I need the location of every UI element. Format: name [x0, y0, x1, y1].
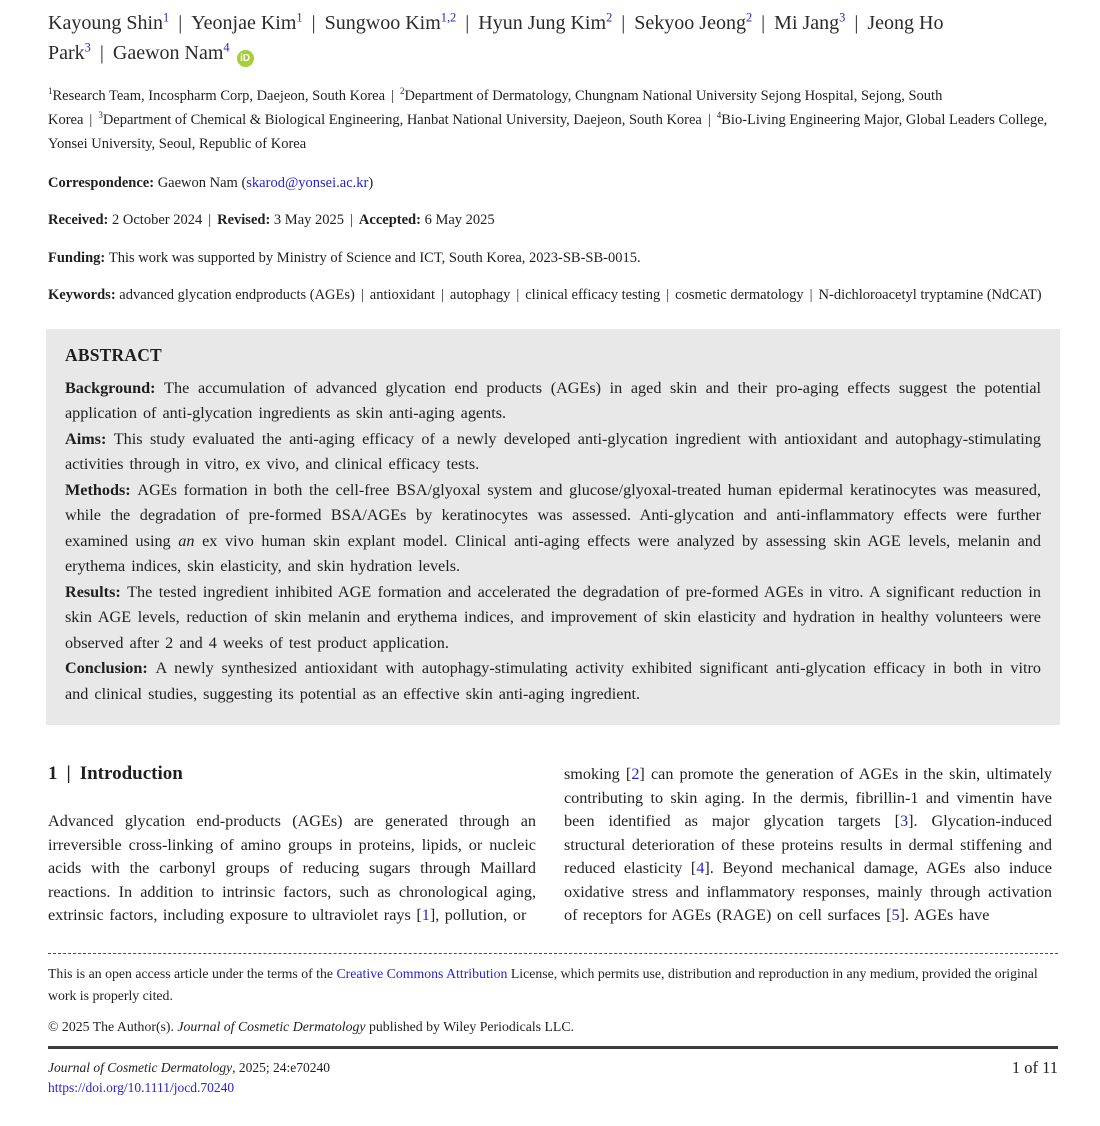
- license-footer: [48, 953, 1058, 1038]
- affiliation-ref[interactable]: 4: [223, 40, 230, 55]
- keywords-line: Keywords: advanced glycation endproducts (AGEs) | antioxidant | autophagy | clinical efficacy testing | cosmetic dermatology | N-dichloroacetyl tryptamine (NdCAT): [48, 287, 1042, 304]
- cc-license-link[interactable]: Creative Commons Attribution: [336, 966, 508, 981]
- affiliation-ref[interactable]: 1,2: [440, 10, 457, 25]
- abstract-paragraph-aims: Aims: This study evaluated the anti-aging efficacy of a newly developed anti-glycation ingredient with antioxidant and autophagy-stimulating activities through in vitro, ex vivo, and clinical efficacy tests.: [65, 429, 1041, 474]
- copyright-text: © 2025 The Author(s). Journal of Cosmetic Dermatology published by Wiley Periodicals LLC.: [48, 1019, 574, 1034]
- affiliations: $^1$Research Team, Incospharm Corp, Daejeon, South Korea | $^2$Department of Dermatology, Chungnam National University Sejong Hospital, Sejong, South Korea | $^3$Department of Chemical & Biological Engineering, Hanbat National University, Daejeon, South Korea | $^4$Bio-Living Engineering Major, Global Leaders College, Yonsei University, Seoul, Republic of Korea: [48, 86, 1048, 152]
- section-heading-introduction: 1 | Introduction: [48, 763, 183, 785]
- affiliation-ref[interactable]: 3: [839, 10, 846, 25]
- author-byline: Kayoung Shin$^1$ | Yeonjae Kim$^1$ | Sungwoo Kim$^{1,2}$ | Hyun Jung Kim$^2$ | Sekyoo Jeong$^2$ | Mi Jang$^3$ | Jeong Ho Park$^3$ | Gaewon Nam$^4$iD: [48, 8, 1052, 68]
- abstract-paragraph-results: Results: The tested ingredient inhibited AGE formation and accelerated the degradation of pre-formed AGEs in vitro. A significant reduction in skin AGE levels, reduction of skin melanin and erythema indices, and improvement of skin elasticity and hydration in healthy volunteers were observed after 2 and 4 weeks of test product application.: [65, 582, 1041, 652]
- doi-link[interactable]: https://doi.org/10.1111/jocd.70240: [48, 1080, 235, 1095]
- page-number: 1 of 11: [1011, 1058, 1058, 1077]
- page-footer: [48, 1046, 1058, 1098]
- doi-line: [48, 1078, 330, 1098]
- funding-line: Funding: This work was supported by Ministry of Science and ICT, South Korea, 2023-SB-SB-0015.: [48, 249, 641, 266]
- affiliation-ref[interactable]: 1: [296, 10, 303, 25]
- intro-paragraph-right: smoking [2] can promote the generation of AGEs in the skin, ultimately contributing to skin aging. In the dermis, fibrillin-1 and vimentin have been identified as major glycation targets [3]. Glycation-induced structural deterioration of these proteins results in dermal stiffening and reduced elasticity [4]. Beyond mechanical damage, AGEs also induce oxidative stress and inflammatory responses, mainly through activation of receptors for AGEs (RAGE) on cell surfaces [5]. AGEs have: [564, 765, 1052, 925]
- citation-link-4[interactable]: 4: [696, 859, 705, 878]
- citation-link-2[interactable]: 2: [631, 765, 640, 784]
- abstract-box: [46, 329, 1060, 726]
- license-text: This is an open access article under the terms of the Creative Commons Attribution License, which permits use, distribution and reproduction in any medium, provided the original work is properly cited.: [48, 966, 1038, 1003]
- abstract-title: ABSTRACT: [65, 344, 162, 365]
- affiliation-ref[interactable]: 1: [163, 10, 170, 25]
- affiliation-ref[interactable]: 2: [745, 10, 753, 25]
- citation-link-1[interactable]: 1: [421, 906, 430, 925]
- journal-info: [48, 1058, 330, 1098]
- correspondence-line: Correspondence: Gaewon Nam (skarod@yonsei.ac.kr): [48, 174, 374, 191]
- intro-column-right: [564, 763, 1052, 928]
- citation-link-3[interactable]: 3: [900, 812, 909, 831]
- abstract-paragraph-background: Background: The accumulation of advanced glycation end products (AGEs) in aged skin and their pro-aging effects suggest the potential application of anti-glycation ingredients as skin anti-aging agents.: [65, 378, 1042, 423]
- affiliation-ref[interactable]: 2: [606, 10, 613, 25]
- footer-rule: [48, 1046, 1058, 1049]
- abstract-paragraph-methods: Methods: AGEs formation in both the cell-free BSA/glyoxal system and glucose/glyoxal-treated human epidermal keratinocytes was measured, while the degradation of pre-formed BSA/AGEs by keratinocytes was assessed. Anti-glycation and anti-inflammatory effects were further examined using an ex vivo human skin explant model. Clinical anti-aging effects were analyzed by assessing skin AGE levels, melanin and erythema indices, skin elasticity, and skin hydration levels.: [65, 480, 1041, 576]
- dashed-divider: [48, 953, 1058, 954]
- email-link[interactable]: skarod@yonsei.ac.kr: [246, 174, 369, 191]
- introduction-section: [48, 763, 1052, 928]
- abstract-paragraph-conclusion: Conclusion: A newly synthesized antioxidant with autophagy-stimulating activity exhibited significant anti-glycation efficacy in both in vitro and clinical studies, suggesting its potential as an effective skin anti-aging ingredient.: [65, 659, 1041, 703]
- orcid-icon[interactable]: iD: [237, 50, 254, 67]
- intro-column-left: [48, 763, 536, 928]
- citation-link-5[interactable]: 5: [891, 906, 900, 925]
- affiliation-ref[interactable]: 3: [84, 40, 91, 55]
- intro-paragraph-left: Advanced glycation end-products (AGEs) are generated through an irreversible cross-linking of amino groups in proteins, lipids, or nucleic acids with the carbonyl groups of reducing sugars through Maillard reactions. In addition to intrinsic factors, such as chronological aging, extrinsic factors, including exposure to ultraviolet rays [1], pollution, or: [48, 812, 536, 925]
- journal-citation: Journal of Cosmetic Dermatology, 2025; 24:e70240: [48, 1060, 330, 1075]
- dates-line: Received: 2 October 2024 | Revised: 3 May 2025 | Accepted: 6 May 2025: [48, 212, 495, 229]
